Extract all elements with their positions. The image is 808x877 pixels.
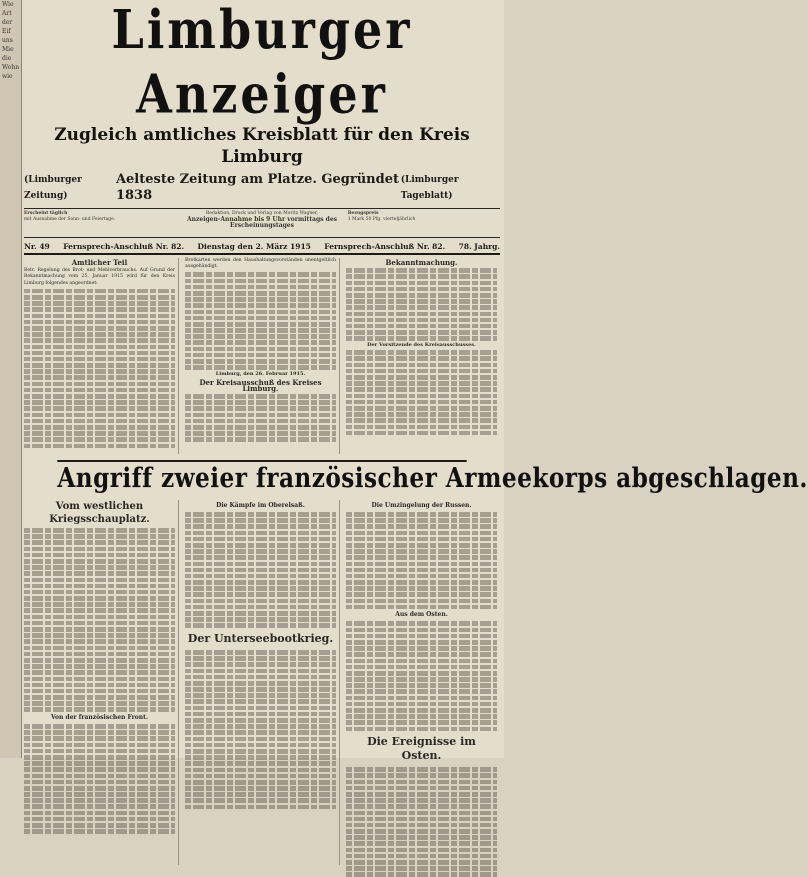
text-line	[24, 707, 175, 712]
text-line	[185, 805, 336, 810]
text-line	[185, 285, 336, 290]
text-line	[185, 617, 336, 622]
text-line	[346, 605, 497, 610]
text-line	[24, 829, 175, 834]
text-line	[185, 518, 336, 523]
text-line	[346, 381, 497, 386]
text-line	[346, 543, 497, 548]
info-left-heading: Erscheint täglich	[24, 211, 68, 216]
text-line	[24, 394, 175, 399]
text-line	[185, 353, 336, 358]
text-line	[185, 675, 336, 680]
text-line	[185, 687, 336, 692]
text-line	[346, 671, 497, 676]
text-line	[24, 786, 175, 791]
info-left-text: mit Ausnahme der Sonn- und Feiertage.	[24, 217, 116, 222]
text-line	[185, 761, 336, 766]
submarine-war-heading: Der Unterseebootkrieg.	[187, 631, 334, 645]
text-line	[346, 628, 497, 633]
text-line	[185, 605, 336, 610]
upper-columns	[24, 258, 500, 454]
text-line	[346, 394, 497, 399]
text-line	[346, 659, 497, 664]
text-line	[185, 755, 336, 760]
text-line	[24, 571, 175, 576]
eastern-events-heading: Die Ereignisse im Osten.	[367, 735, 476, 763]
front-page	[24, 0, 808, 763]
text-line	[185, 681, 336, 686]
text-line	[185, 524, 336, 529]
text-line	[24, 528, 175, 533]
text-line	[185, 413, 336, 418]
lower-column-2	[185, 500, 340, 865]
text-line	[185, 718, 336, 723]
text-line	[185, 310, 336, 315]
text-line	[346, 549, 497, 554]
text-line	[185, 724, 336, 729]
upper-column-3	[346, 258, 500, 454]
text-line	[24, 406, 175, 411]
text-line	[346, 318, 497, 323]
text-line	[24, 689, 175, 694]
text-line	[24, 730, 175, 735]
text-line	[185, 693, 336, 698]
text-line	[24, 351, 175, 356]
text-line	[346, 841, 497, 846]
text-line	[346, 646, 497, 651]
info-center-line2: Anzeigen-Annahme bis 9 Uhr vormittags des Erscheinungstages	[186, 216, 338, 229]
text-line	[24, 400, 175, 405]
text-line	[346, 780, 497, 785]
text-line	[185, 599, 336, 604]
issue-number: Nr. 49	[24, 242, 50, 251]
text-line	[24, 817, 175, 822]
text-line	[24, 425, 175, 430]
text-line	[24, 437, 175, 442]
text-line	[24, 695, 175, 700]
text-line	[346, 689, 497, 694]
text-line	[346, 677, 497, 682]
text-line	[346, 330, 497, 335]
text-line	[185, 699, 336, 704]
text-line	[346, 798, 497, 803]
text-line	[24, 534, 175, 539]
alsace-heading: Die Kämpfe im Oberelsaß.	[216, 502, 305, 509]
text-line	[24, 804, 175, 809]
headline-banner: Angriff zweier französischer Armeekorps abgeschlagen.	[57, 460, 466, 496]
text-line	[346, 702, 497, 707]
text-line	[24, 301, 175, 306]
text-line	[185, 568, 336, 573]
masthead-title: Limburger Anzeiger	[111, 0, 413, 126]
lower-column-3	[346, 500, 500, 865]
text-line	[185, 737, 336, 742]
text-line	[185, 328, 336, 333]
text-line	[24, 767, 175, 772]
text-line	[24, 792, 175, 797]
ration-notice-text: Brotkarten werden den Haushaltungsvorständen unentgeltlich ausgehändigt.	[185, 258, 336, 270]
text-line	[24, 658, 175, 663]
text-line	[346, 696, 497, 701]
text-line	[24, 326, 175, 331]
text-line	[185, 623, 336, 628]
publication-info-bar	[24, 208, 500, 238]
text-line	[24, 332, 175, 337]
text-line	[24, 602, 175, 607]
text-line	[185, 549, 336, 554]
text-line	[185, 656, 336, 661]
text-line	[185, 359, 336, 364]
text-line	[24, 677, 175, 682]
text-line	[185, 347, 336, 352]
russians-heading: Die Umzingelung der Russen.	[371, 502, 472, 509]
text-line	[24, 590, 175, 595]
text-line	[185, 792, 336, 797]
text-line	[185, 531, 336, 536]
text-line	[346, 312, 497, 317]
text-line	[346, 714, 497, 719]
text-line	[185, 562, 336, 567]
upper-column-1	[24, 258, 179, 454]
text-line	[24, 314, 175, 319]
text-line	[185, 425, 336, 430]
text-line	[24, 578, 175, 583]
text-line	[346, 640, 497, 645]
text-line	[346, 412, 497, 417]
text-line	[24, 559, 175, 564]
text-line	[185, 611, 336, 616]
text-line	[346, 866, 497, 871]
text-line	[185, 406, 336, 411]
text-line	[346, 531, 497, 536]
text-line	[346, 425, 497, 430]
text-line	[346, 621, 497, 626]
text-line	[185, 334, 336, 339]
text-line	[346, 683, 497, 688]
text-line	[185, 662, 336, 667]
text-line	[185, 543, 336, 548]
text-line	[24, 357, 175, 362]
text-line	[24, 419, 175, 424]
text-line	[346, 336, 497, 341]
text-line	[24, 639, 175, 644]
text-line	[346, 817, 497, 822]
text-line	[24, 761, 175, 766]
text-line	[346, 287, 497, 292]
text-line	[185, 512, 336, 517]
text-line	[24, 382, 175, 387]
phone-right: Fernsprech-Anschluß Nr. 82.	[324, 242, 446, 251]
text-line	[24, 338, 175, 343]
announcement-heading: Bekanntmachung.	[385, 258, 458, 267]
text-line	[346, 727, 497, 732]
text-line	[185, 712, 336, 717]
adjacent-page-edge: Wie Art der Eif uns Mie die Wohn wie	[0, 0, 22, 758]
east-subheading: Aus dem Osten.	[395, 611, 448, 619]
western-front-heading: Vom westlichen Kriegsschauplatz.	[49, 501, 150, 525]
text-line	[346, 400, 497, 405]
text-line	[185, 768, 336, 773]
text-line	[346, 268, 497, 273]
text-line	[346, 586, 497, 591]
text-line	[346, 786, 497, 791]
text-line	[346, 854, 497, 859]
text-line	[24, 683, 175, 688]
text-line	[185, 592, 336, 597]
issue-date: Dienstag den 2. März 1915	[197, 242, 311, 251]
text-line	[346, 811, 497, 816]
chairman-signature: Der Vorsitzende des Kreisausschusses.	[367, 342, 476, 349]
text-line	[346, 274, 497, 279]
text-line	[346, 350, 497, 355]
text-line	[185, 316, 336, 321]
text-line	[24, 627, 175, 632]
text-line	[24, 798, 175, 803]
text-line	[24, 596, 175, 601]
text-line	[346, 665, 497, 670]
text-line	[24, 670, 175, 675]
text-line	[346, 305, 497, 310]
text-line	[346, 708, 497, 713]
founded-right: (Limburger Tageblatt)	[400, 175, 459, 201]
text-line	[24, 664, 175, 669]
text-line	[185, 272, 336, 277]
text-line	[24, 388, 175, 393]
text-line	[185, 431, 336, 436]
official-section-heading: Amtlicher Teil	[71, 258, 128, 267]
text-line	[24, 444, 175, 449]
french-front-subheading: Von der französischen Front.	[50, 714, 149, 722]
text-line	[346, 418, 497, 423]
text-line	[346, 592, 497, 597]
text-line	[346, 580, 497, 585]
text-line	[346, 387, 497, 392]
text-line	[185, 400, 336, 405]
founded-row	[24, 172, 500, 204]
text-line	[185, 780, 336, 785]
text-line	[24, 345, 175, 350]
text-line	[24, 774, 175, 779]
text-line	[346, 555, 497, 560]
text-line	[346, 281, 497, 286]
text-line	[185, 365, 336, 370]
text-line	[185, 580, 336, 585]
info-right-heading: Bezugspreis	[347, 211, 379, 216]
masthead-subtitle: Zugleich amtliches Kreisblatt für den Kreis Limburg	[54, 125, 470, 167]
text-line	[24, 652, 175, 657]
founded-center: Aelteste Zeitung am Platze. Gegründet 1838	[115, 172, 399, 203]
text-line	[24, 369, 175, 374]
text-line	[185, 786, 336, 791]
text-line	[185, 394, 336, 399]
info-right-text: 1 Mark 50 Pfg. vierteljährlich	[347, 217, 416, 222]
text-line	[346, 848, 497, 853]
text-line	[346, 324, 497, 329]
lower-column-1	[24, 500, 179, 865]
text-line	[346, 524, 497, 529]
volume-year: 78. Jahrg.	[458, 242, 500, 251]
text-line	[185, 706, 336, 711]
text-line	[24, 780, 175, 785]
text-line	[185, 669, 336, 674]
lower-columns	[24, 500, 500, 865]
text-line	[185, 537, 336, 542]
text-line	[346, 574, 497, 579]
text-line	[185, 303, 336, 308]
text-line	[346, 823, 497, 828]
text-line	[346, 406, 497, 411]
text-line	[24, 701, 175, 706]
text-line	[24, 547, 175, 552]
phone-left: Fernsprech-Anschluß Nr. 82.	[63, 242, 185, 251]
text-line	[185, 555, 336, 560]
text-line	[346, 804, 497, 809]
text-line	[24, 540, 175, 545]
text-line	[346, 562, 497, 567]
text-line	[24, 811, 175, 816]
text-line	[24, 621, 175, 626]
text-line	[346, 720, 497, 725]
text-line	[24, 584, 175, 589]
official-notice-text: Betr. Regelung des Brot- und Mehlverbrauchs. Auf Grund der Bekanntmachung vom 25. Januar 1915 wird für den Kreis Limburg folgendes angeordnet:	[24, 268, 175, 286]
text-line	[24, 646, 175, 651]
text-line	[185, 291, 336, 296]
text-line	[346, 369, 497, 374]
info-left	[24, 211, 176, 235]
text-line	[346, 537, 497, 542]
text-line	[24, 749, 175, 754]
text-line	[24, 295, 175, 300]
text-line	[185, 730, 336, 735]
text-line	[24, 553, 175, 558]
text-line	[24, 823, 175, 828]
text-line	[24, 320, 175, 325]
text-line	[24, 615, 175, 620]
text-line	[346, 356, 497, 361]
text-line	[346, 652, 497, 657]
text-line	[346, 767, 497, 772]
text-line	[346, 872, 497, 877]
text-line	[24, 431, 175, 436]
text-line	[185, 574, 336, 579]
text-line	[185, 340, 336, 345]
text-line	[185, 437, 336, 442]
info-center-line1: Redaktion, Druck und Verlag von Moritz Wagner,	[205, 211, 319, 216]
text-line	[24, 633, 175, 638]
text-line	[24, 724, 175, 729]
text-line	[185, 798, 336, 803]
text-line	[346, 293, 497, 298]
text-line	[24, 413, 175, 418]
text-line	[185, 586, 336, 591]
text-line	[346, 363, 497, 368]
founded-left: (Limburger Zeitung)	[24, 175, 82, 201]
notice-signature-date: Limburg, den 26. Februar 1915.	[215, 371, 306, 378]
text-line	[24, 375, 175, 380]
text-line	[185, 297, 336, 302]
text-line	[346, 431, 497, 436]
text-line	[346, 518, 497, 523]
text-line	[346, 512, 497, 517]
text-line	[185, 743, 336, 748]
text-line	[346, 835, 497, 840]
info-center	[186, 211, 338, 235]
text-line	[346, 829, 497, 834]
info-right	[348, 211, 500, 235]
dateline	[24, 240, 500, 255]
text-line	[346, 599, 497, 604]
text-line	[24, 736, 175, 741]
text-line	[24, 608, 175, 613]
text-line	[346, 375, 497, 380]
text-line	[24, 743, 175, 748]
text-line	[185, 749, 336, 754]
text-line	[346, 773, 497, 778]
text-line	[185, 650, 336, 655]
text-line	[24, 289, 175, 294]
text-line	[346, 860, 497, 865]
upper-column-2	[185, 258, 340, 454]
text-line	[24, 363, 175, 368]
text-line	[185, 774, 336, 779]
text-line	[24, 565, 175, 570]
text-line	[346, 568, 497, 573]
text-line	[346, 299, 497, 304]
text-line	[346, 792, 497, 797]
text-line	[24, 307, 175, 312]
text-line	[24, 755, 175, 760]
text-line	[185, 279, 336, 284]
district-committee-heading: Der Kreisausschuß des Kreises Limburg.	[199, 377, 322, 393]
text-line	[185, 322, 336, 327]
text-line	[185, 419, 336, 424]
text-line	[346, 634, 497, 639]
